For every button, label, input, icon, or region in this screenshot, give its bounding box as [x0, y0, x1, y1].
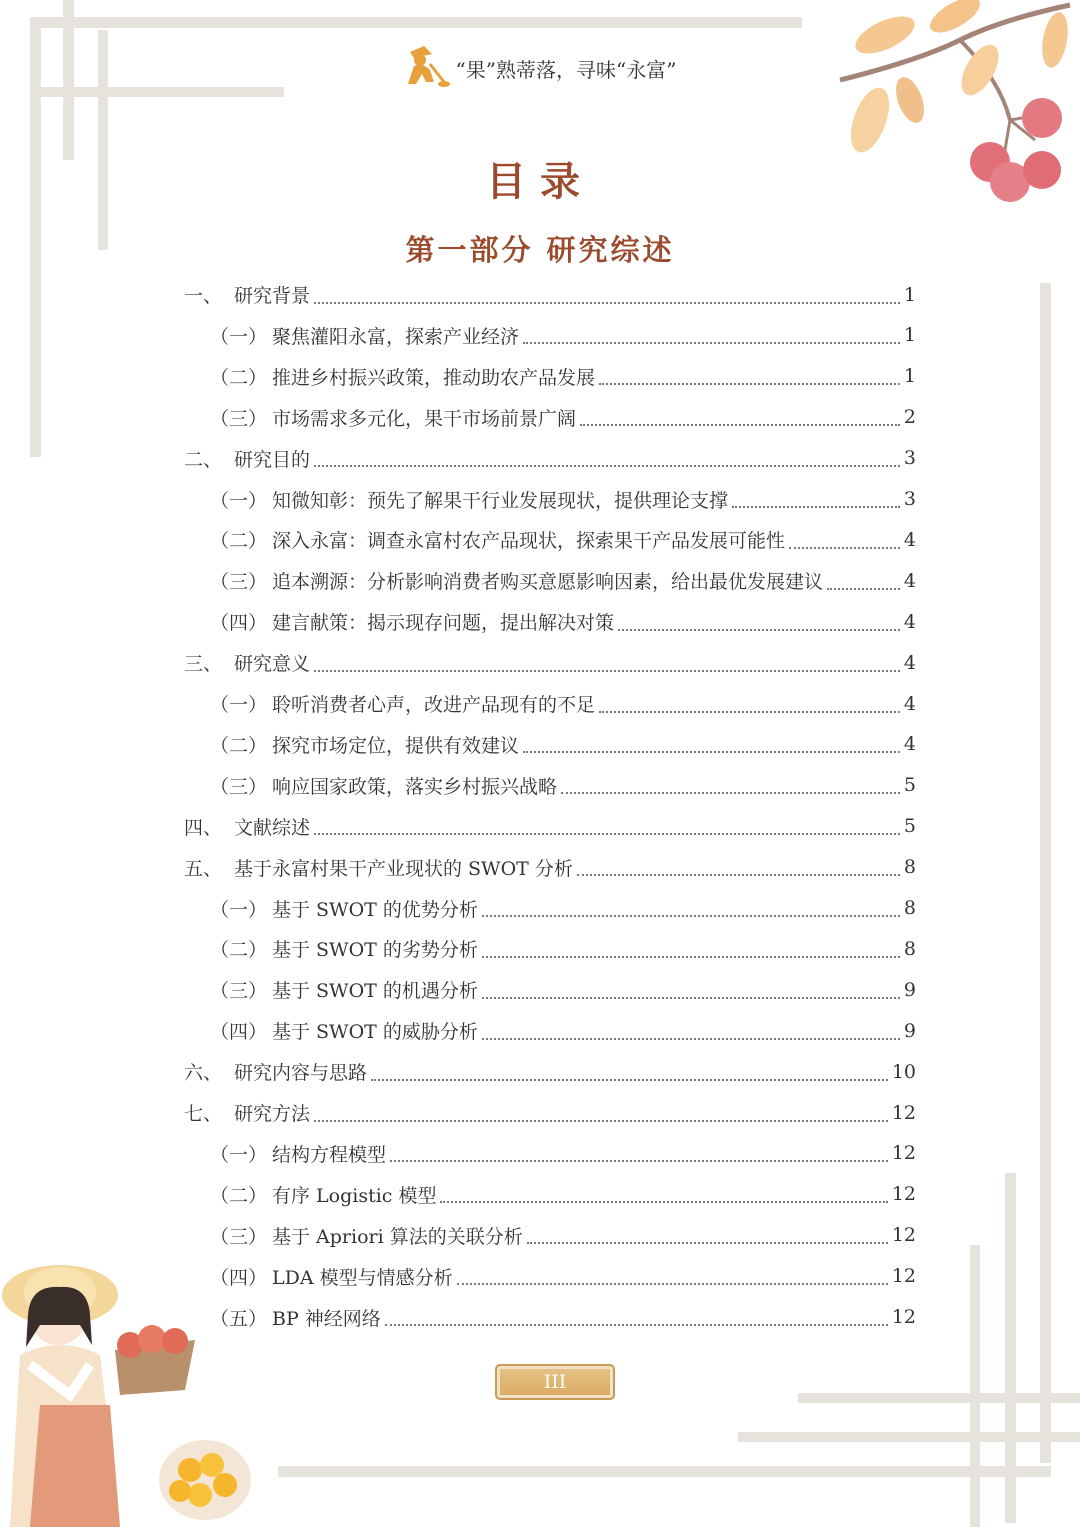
toc-entry-number: 三、: [184, 653, 223, 676]
toc-entry-number: （一）: [210, 1143, 268, 1166]
toc-entry-number: （二）: [210, 734, 268, 757]
toc-entry-page: 4: [903, 569, 916, 592]
dot-leader: [561, 786, 900, 794]
toc-entry-number: （三）: [210, 571, 268, 594]
toc-entry-number: （一）: [210, 898, 268, 921]
toc-entry-page: 8: [903, 856, 916, 879]
toc-entry[interactable]: [210, 765, 916, 806]
dot-leader: [577, 868, 900, 876]
dot-leader: [789, 541, 900, 549]
frame-bar: [798, 1393, 1080, 1403]
toc-entry-page: 3: [903, 488, 916, 510]
dot-leader: [482, 909, 900, 917]
toc-entry-label: 结构方程模型: [272, 1143, 387, 1166]
part-title: 第一部分 研究综述: [405, 233, 675, 267]
toc-entry[interactable]: [210, 683, 916, 724]
dot-leader: [457, 1277, 888, 1285]
toc-entry-label: 基于 SWOT 的劣势分析: [272, 939, 478, 962]
dot-leader: [732, 500, 900, 508]
toc-entry-number: （二）: [210, 530, 268, 553]
dot-leader: [482, 991, 900, 999]
toc-entry-page: 4: [903, 651, 916, 674]
dot-leader: [599, 705, 900, 713]
toc-entry-page: 9: [903, 1019, 916, 1042]
dot-leader: [440, 1195, 887, 1203]
toc-entry-label: 深入永富：调查永富村农产品现状，探索果干产品发展可能性: [272, 530, 786, 553]
toc-entry-page: 8: [903, 897, 916, 919]
toc-entry-page: 12: [891, 1306, 916, 1328]
toc-entry-number: （三）: [210, 407, 268, 430]
toc-entry-label: 聆听消费者心声，改进产品现有的不足: [272, 694, 596, 716]
toc-entry[interactable]: [184, 806, 916, 847]
dot-leader: [580, 418, 900, 426]
toc-entry-number: 一、: [184, 285, 223, 307]
toc-entry-page: 5: [903, 815, 916, 838]
toc-entry-page: 3: [903, 447, 916, 470]
toc-entry[interactable]: [184, 1051, 916, 1092]
toc-entry-label: 研究意义: [234, 653, 311, 676]
toc-entry-number: （三）: [210, 980, 268, 1003]
toc-entry-number: 五、: [184, 857, 223, 880]
toc-title: 目录: [486, 158, 594, 205]
dot-leader: [482, 950, 900, 958]
frame-bar: [30, 17, 802, 28]
toc-entry-label: 文献综述: [234, 816, 311, 839]
toc-entry[interactable]: [210, 1297, 916, 1338]
toc-entry-page: 4: [903, 692, 916, 715]
dot-leader: [599, 377, 900, 385]
toc-entry-number: （四）: [210, 1021, 268, 1044]
toc-entry-label: 基于永富村果干产业现状的 SWOT 分析: [234, 857, 573, 880]
dot-leader: [390, 1154, 888, 1162]
dot-leader: [523, 745, 900, 753]
toc-entry-number: 二、: [184, 448, 223, 471]
toc-entry-label: 有序 Logistic 模型: [272, 1184, 437, 1207]
toc-entry[interactable]: [210, 928, 916, 969]
toc-entry-number: （一）: [210, 325, 268, 348]
toc-entry-label: 基于 SWOT 的优势分析: [272, 898, 478, 921]
toc-entry-page: 4: [903, 528, 916, 551]
toc-entry[interactable]: [184, 642, 916, 683]
toc-entry[interactable]: [210, 1010, 916, 1051]
toc-entry-number: 七、: [184, 1103, 223, 1125]
toc-entry-label: 追本溯源：分析影响消费者购买意愿影响因素，给出最优发展建议: [272, 571, 824, 594]
toc-entry-number: （二）: [210, 939, 268, 962]
toc-entry-label: 研究内容与思路: [234, 1062, 368, 1085]
toc-entry-label: 研究背景: [234, 285, 311, 307]
toc-entry-page: 2: [903, 406, 916, 429]
toc-entry-page: 12: [891, 1265, 916, 1288]
toc-entry-page: 1: [903, 365, 916, 388]
toc-entry-label: 聚焦灌阳永富，探索产业经济: [272, 325, 520, 348]
toc-entry-page: 1: [903, 283, 916, 306]
toc-entry[interactable]: [210, 1215, 916, 1256]
toc-entry-page: 10: [891, 1060, 916, 1083]
toc-entry-number: （三）: [210, 775, 268, 798]
toc-entry[interactable]: [210, 601, 916, 642]
toc-entry[interactable]: [210, 397, 916, 438]
toc-entry-label: 知微知彰：预先了解果干行业发展现状，提供理论支撑: [272, 489, 729, 512]
toc-entry-label: 研究目的: [234, 448, 311, 471]
toc-entry-label: 响应国家政策，落实乡村振兴战略: [272, 775, 558, 798]
toc-entry-label: 建言献策：揭示现存问题，提出解决对策: [272, 612, 615, 635]
toc-entry-label: 推进乡村振兴政策，推动助农产品发展: [272, 366, 596, 389]
dot-leader: [314, 459, 900, 467]
toc-entry-label: LDA 模型与情感分析: [272, 1266, 453, 1289]
dot-leader: [827, 582, 900, 590]
dot-leader: [314, 664, 900, 672]
dot-leader: [314, 827, 900, 835]
toc-entry[interactable]: [210, 888, 916, 929]
toc-entry-page: 4: [903, 733, 916, 756]
dot-leader: [314, 296, 900, 304]
toc-entry-label: 研究方法: [234, 1103, 311, 1125]
toc-entry[interactable]: [210, 1174, 916, 1215]
toc-entry-number: （四）: [210, 612, 268, 635]
frame-bar: [1040, 283, 1051, 1463]
toc-entry[interactable]: [210, 969, 916, 1010]
toc-entry[interactable]: [184, 1092, 916, 1133]
toc-entry[interactable]: [210, 1133, 916, 1174]
toc-entry-page: 9: [903, 978, 916, 1001]
toc-entry[interactable]: [184, 847, 916, 888]
toc-entry[interactable]: [210, 356, 916, 397]
woman-with-basket-illustration: [0, 1255, 260, 1527]
frame-bar: [278, 1466, 1051, 1477]
toc-entry[interactable]: [210, 519, 916, 560]
toc-entry-label: 探究市场定位，提供有效建议: [272, 734, 520, 757]
toc-entry-number: （四）: [210, 1266, 268, 1289]
toc-entry-number: （三）: [210, 1225, 268, 1248]
toc-entry[interactable]: [210, 560, 916, 601]
toc-entry-label: BP 神经网络: [272, 1307, 381, 1330]
header-title: “果”熟蒂落，寻味“永富”: [455, 58, 677, 82]
toc-entry-page: 8: [903, 937, 916, 960]
frame-bar: [738, 1432, 1080, 1442]
toc-entry-number: 四、: [184, 816, 223, 839]
farmer-icon: [404, 44, 450, 93]
toc-entry-page: 12: [891, 1101, 916, 1124]
dot-leader: [371, 1073, 888, 1081]
toc-entry-label: 基于 Apriori 算法的关联分析: [272, 1225, 523, 1248]
dot-leader: [527, 1236, 888, 1244]
toc-entry-page: 12: [891, 1183, 916, 1206]
toc-entry-number: （一）: [210, 489, 268, 512]
toc-entry-page: 5: [903, 774, 916, 797]
page-number-badge: III: [495, 1364, 615, 1400]
page-header: [0, 44, 1080, 93]
toc-entry[interactable]: [210, 315, 916, 356]
toc-entry-page: 12: [891, 1142, 916, 1165]
dot-leader: [523, 336, 900, 344]
toc-entry-page: 4: [903, 610, 916, 633]
toc-entry-number: （二）: [210, 366, 268, 389]
dot-leader: [618, 623, 900, 631]
toc-entry[interactable]: [184, 274, 916, 315]
toc-entry-label: 基于 SWOT 的机遇分析: [272, 980, 478, 1003]
toc-entry-page: 1: [903, 324, 916, 347]
toc-entry-number: （五）: [210, 1307, 268, 1330]
dot-leader: [385, 1318, 888, 1326]
toc-entry[interactable]: [184, 438, 916, 479]
dot-leader: [482, 1032, 900, 1040]
toc-entry-label: 基于 SWOT 的威胁分析: [272, 1021, 478, 1044]
toc-entry[interactable]: [210, 479, 916, 520]
toc-entry-label: 市场需求多元化，果干市场前景广阔: [272, 407, 577, 430]
toc-entry-page: 12: [891, 1224, 916, 1247]
frame-bar: [970, 1245, 980, 1527]
toc-entry[interactable]: [210, 1256, 916, 1297]
toc-entry[interactable]: [210, 724, 916, 765]
toc-entry-number: 六、: [184, 1062, 223, 1085]
toc-entry-number: （一）: [210, 694, 268, 716]
toc-entry-number: （二）: [210, 1184, 268, 1207]
dot-leader: [314, 1114, 888, 1122]
